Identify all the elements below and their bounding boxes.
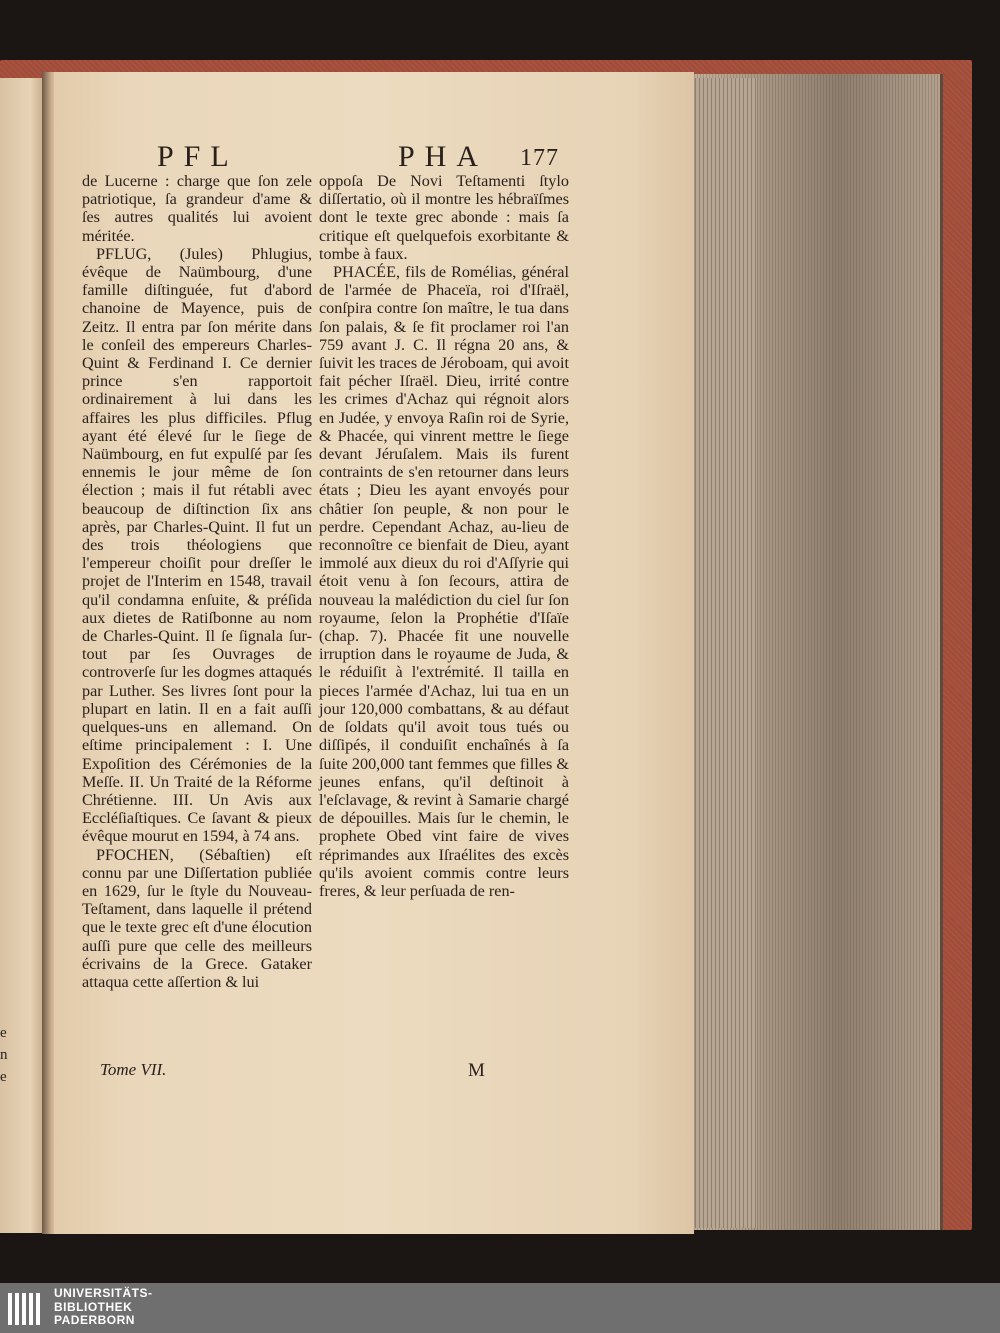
library-line: PADERBORN [54,1313,135,1327]
library-banner [0,1283,1000,1333]
signature-mark: M [468,1060,485,1081]
paragraph: PFLUG, (Jules) Phlugius, évêque de Naümbourg, d'une famille diſtinguée, fut d'abord chanoine de Mayence, puis de Zeitz. Il entra par ſon mérite dans le conſeil des empereurs Charles-Quint & Ferdinand I. Ce dernier prince s'en rapportoit ordinairement à lui dans les affaires les plus difficiles. Pflug ayant été élevé ſur le ſiege de Naümbourg, en fut expulſé par ſes ennemis le jour même de ſon élection ; mais il fut rétabli avec beaucoup de diſtinction ſix ans après, par Charles-Quint. Il fut un des trois théologiens que l'empereur choiſit pour dreſſer le projet de l'Interim en 1548, travail qu'il condamna enſuite, & préſida aux dietes de Ratiſbonne au nom de Charles-Quint. Il ſe ſignala ſur-tout par ſes Ouvrages de controverſe ſur les dogmes attaqués par Luther. Ses livres ſont pour la plupart en latin. Il en a fait auſſi quelques-uns en allemand. On eſtime principalement : I. Une Expoſition des Cérémonies de la Meſſe. II. Un Traité de la Réforme Chrétienne. III. Un Avis aux Eccléſiaſtiques. Ce ſavant & pieux évêque mourut en 1594, à 74 ans. [82,244,312,846]
page-number: 177 [520,145,559,171]
margin-letter: e [0,1069,7,1085]
library-name [54,1287,153,1328]
text-column-left [82,172,312,991]
paragraph: PHACÉE, fils de Romélias, général de l'armée de Phaceïa, roi d'Iſraël, conſpira contre ſon maître, le tua dans ſon palais, & ſe fit proclamer roi l'an 759 avant J. C. Il régna 20 ans, & ſuivit les traces de Jéroboam, qui avoit fait pécher Iſraël. Dieu, irrité contre les crimes d'Achaz qui régnoit alors en Judée, y envoya Raſin roi de Syrie, & Phacée, qui vinrent mettre le ſiege devant Jéruſalem. Mais ils furent contraints de s'en retourner dans leurs états ; Dieu les ayant envoyés pour châtier ſon peuple, & non pour le perdre. Cependant Achaz, au-lieu de reconnoître ce bienfait de Dieu, ayant immolé aux dieux du roi d'Aſſyrie qui étoit venu à ſon ſecours, attira de nouveau la malédiction du ciel ſur ſon royaume, ſelon la Prophétie d'Iſaïe (chap. 7). Phacée fit une nouvelle irruption dans le royaume de Juda, & le réduiſit à l'extrémité. Il tailla en pieces l'armée d'Achaz, lui tua en un jour 120,000 combattans, & au défaut de ſoldats qu'il avoit tous tués ou diſſipés, il conduiſit enchaînés à ſa ſuite 200,000 tant femmes que filles & jeunes enfans, qu'il deſtinoit à l'eſclavage, & revint à Samarie chargé de dépouilles. Mais ſur le chemin, le prophete Obed vint faire de vives réprimandes aux Iſraélites des excès qu'ils avoient commis contre leurs freres, & leur perſuada de ren- [319,263,569,900]
text-column-right [319,172,569,900]
paragraph: de Lucerne : charge que ſon zele patriotique, ſa grandeur d'ame & ſes autres qualités lui avoient méritée. [82,172,312,245]
margin-letter: e [0,1025,7,1041]
running-head-left: PFL [157,140,239,173]
page-stack [695,78,757,1228]
running-head-right: PHA [398,140,489,173]
margin-letter: n [0,1047,8,1063]
volume-footer: Tome VII. [100,1060,167,1079]
library-logo-icon [6,1289,46,1327]
paragraph: PFOCHEN, (Sébaſtien) eſt connu par une Diſſertation publiée en 1629, ſur le ſtyle du Nouveau-Teſtament, dans laquelle il prétend que le texte grec eſt d'une élocution auſſi pure que celle des meilleurs écrivains de la Grece. Gataker attaqua cette aſſertion & lui [82,845,312,991]
paragraph: oppoſa De Novi Teſtamenti ſtylo diſſertatio, où il montre les hébraïſmes dont le texte grec abonde : mais ſa critique eſt quelquefois exorbitante & tombe à faux. [319,172,569,263]
library-line: UNIVERSITÄTS- [54,1286,153,1300]
left-margin-letters [0,1025,12,1091]
library-line: BIBLIOTHEK [54,1299,133,1314]
